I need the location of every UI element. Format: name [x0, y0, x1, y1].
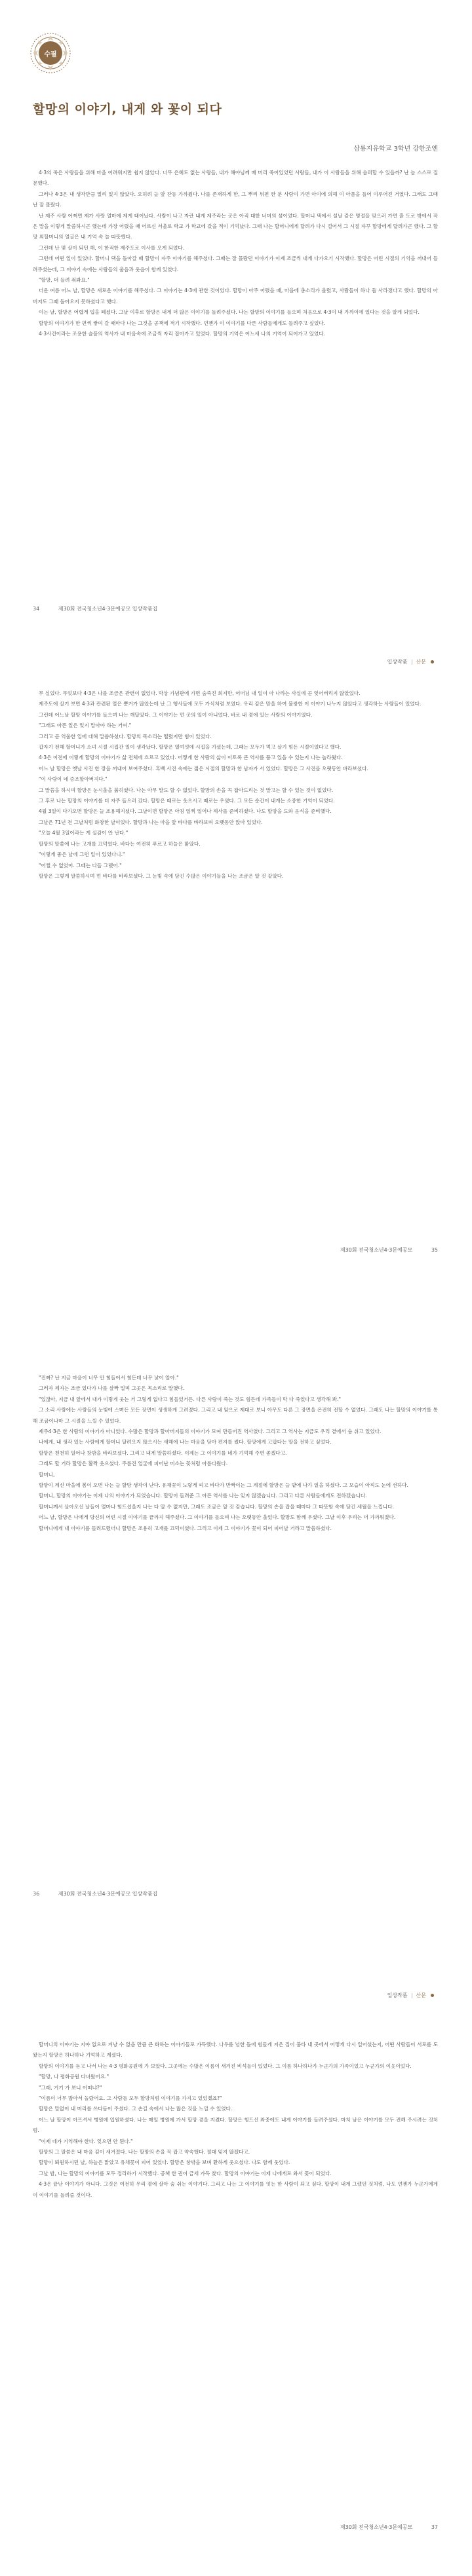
paragraph: 그날 밤, 나는 할망의 이야기를 모두 정리하기 시작했다. 공책 한 권이 금세 가득 찼다. 할망의 이야기는 이제 나에게로 와서 꽃이 되었다. — [39, 2170, 332, 2176]
paragraph: 4·3은 끝난 이야기가 아니다. 그것은 여전히 우리 곁에 살아 숨 쉬는 이야기다. 그리고 나는 그 이야기를 잇는 한 사람이 되고 싶다. 할망이 내게 그랬던 것처럼, 나도 언젠가 누군가에게 이 이야기를 들려줄 것이다. — [33, 2181, 438, 2198]
paragraph: "그래도 아픈 일은 잊지 말아야 하는 거여." — [39, 722, 132, 729]
author-byline: 삼룡지유학교 3학년 강한조엔 — [353, 145, 438, 153]
paragraph: "할망, 더 들려 줘봐요." — [39, 277, 90, 284]
header-section: 산문 — [416, 659, 426, 665]
paragraph: 할머니의 이야기는 지야 없으로 겨냥 수 없을 만큼 큰 화하는 이야기들로 가득했다. 나우를 넘한 돌에 힘들게 지은 집이 불타 내 곳에서 어떻게 다시 일어섰는지, 어떤 사람들이 서로를 도왔는지 할망은 하나하나 기억하고 계셨다. — [33, 2042, 438, 2059]
paragraph: 할망의 이야기를 듣고 나서 나는 4·3 평화공원에 가 보았다. 그곳에는 수많은 이름이 새겨진 비석들이 있었다. 그 이름 하나하나가 누군가의 가족이었고 누군가의 이웃이었다. — [39, 2063, 412, 2069]
page-number: 37 — [431, 2524, 438, 2530]
paragraph: "오늘 4월 3일이라는 게 실감이 안 난다." — [39, 830, 128, 836]
paragraph: 제주도에 살기 보면 4·3과 관련된 얼은 뿐거가 많았는데 난 그 행사들에 모두 가식처럼 보였다. 우리 같은 맘을 하여 불쌍한 이 이야기 나누지 않았다고 생각하는 사람들이 있었다. — [39, 701, 422, 707]
paragraph: 어느 날, 할망은 나에게 당신의 어린 시절 이야기를 끝까지 해주셨다. 그 이야기를 들으며 나는 오랫동안 울었다. 할망도 함께 우셨다. 그날 이후 우리는 더 가까워졌다. — [39, 1514, 396, 1521]
paragraph: 무 실었다. 무엇보다 4·3은 나를 조금은 관련이 없었다. 막상 가념판에 가면 숨죽진 희지만, 어머님 내 일이 아 나라는 사실에 곧 잊어버리지 않았었다. — [39, 690, 361, 696]
paragraph: 어느 날 할망은 옛날 사진 한 장을 꺼내어 보여주셨다. 흑백 사진 속에는 젊은 시절의 할망과 한 남자가 서 있었다. 할망은 그 사진을 오랫동안 바라보셨다. — [39, 765, 368, 772]
book-title: 제30회 전국청소년4·3문예공모 입상작품집 — [58, 1891, 158, 1897]
paragraph: 할망이 계신 마을에 봄이 오면 나는 늘 할망 생각이 난다. 유채꽃이 노랗게 피고 바다가 반짝이는 그 계절에 할망은 늘 밭에 나가 일을 하셨다. 그 모습이 아직도 눈에 선하다. — [39, 1482, 408, 1489]
paragraph: "이름이 너무 많아서 놀랐어요. 그 사람들 모두 할망처럼 이야기를 가지고 있었겠죠?" — [39, 2095, 222, 2102]
paragraph: 더운 여름 어느 날, 할망은 새로운 이야기를 해주셨다. 그 이야기는 4·3에 관한 것이었다. 할망이 아주 어렸을 때, 마을에 총소리가 울렸고, 사람들이 하나 둘 사라졌다고 했다. 할망의 아버지도 그때 돌아오지 못하셨다고 했다. — [33, 288, 438, 305]
page-header — [387, 1992, 434, 1999]
paragraph: "그래, 거기 가 보니 어떠냐?" — [39, 2084, 102, 2091]
book-title: 제30회 전국청소년4·3문예공모 — [340, 2524, 413, 2530]
paragraph: "진짜? 난 지금 마음이 너무 안 힘들어서 힘든데 너무 낯이 알아." — [39, 1375, 179, 1381]
header-dot-icon — [431, 1994, 434, 1997]
essay-title: 할망의 이야기, 내게 와 꽃이 되다 — [33, 102, 222, 117]
paragraph: 그런데 난 몇 살이 되던 해, 이 한적한 제주도로 이사를 오게 되었다. — [39, 244, 185, 251]
book-title: 제30회 전국청소년4·3문예공모 — [340, 1247, 413, 1253]
emblem-label: 수필 — [44, 51, 57, 58]
paragraph: "할망, 나 평화공원 다녀왔어요." — [39, 2074, 109, 2080]
paragraph: 그러자 제자는 조금 있다가 나를 살짝 밀며 그곳은 목소리로 말했다. — [39, 1385, 185, 1392]
paragraph: 4·3은 이전에 이렇게 할망의 이야기가 삶 전체에 흐르고 있었다. 어떻게 한 사람의 삶이 이토록 큰 역사를 품고 있을 수 있는지 나는 놀라웠다. — [39, 755, 343, 761]
paragraph: 할머니에게 내 이야기를 들려드렸더니 할망은 조용히 고개를 끄덕이셨다. 그리고 이제 그 이야기가 꽃이 되어 피어날 거라고 말씀하셨다. — [39, 1525, 332, 1531]
paragraph: 할망의 말씀에 나는 고개를 끄덕였다. 바다는 여전히 푸르고 하늘은 맑았다. — [39, 840, 201, 847]
paragraph: 4월 3일이 다가오면 할망은 늘 조용해지셨다. 그날이면 할망은 아침 일찍 일어나 제사를 준비하셨다. 나도 할망을 도와 음식을 준비했다. — [39, 808, 332, 815]
paragraph: 할머니께서 살아오신 날들이 얼마나 힘드셨을지 나는 다 알 수 없지만, 그래도 조금은 알 것 같습니다. 할망의 손을 잡을 때마다 그 따뜻함 속에 담긴 세월을 느낍니다. — [39, 1503, 394, 1510]
paragraph: "이 사람이 네 증조할아버지다." — [39, 776, 108, 783]
paragraph: 그 말씀을 하시며 할망은 눈시울을 붉히셨다. 나는 아무 말도 할 수 없었다. 할망의 손을 꼭 잡아드리는 것 말고는 할 수 있는 것이 없었다. — [39, 787, 334, 793]
paragraph: 난 제주 사람 어쩌면 제가 사랑 얼마에 제게 태어났다. 사람이 나고 자란 내게 제주라는 곳은 아직 대한 너머의 섬이었다. 할머니 댁에서 설날 같은 명절을 맞으러 가면 흙 도로 밖에서 작은 말을 이렇게 말씀하시곤 했는데 가장 어렸을 때 어르신 서울로 학교 가 학교에 갔을 적이 기억났다. 그때 나는 할머니에게 달려가 다시 걸어서 그 시절 자꾸 할망에게 달려가곤 했다. 그 할망 외할머니의 얼굴은 내 기억 속 늘 따뜻했다. — [33, 212, 438, 240]
page-footer — [340, 1246, 438, 1254]
paragraph: 할망은 천천히 일어나 창밖을 바라보셨다. 그리고 내게 말씀하셨다. 이제는 그 이야기를 네가 기억해 주면 좋겠다고. — [39, 1449, 287, 1456]
page-footer — [340, 2524, 438, 2531]
paragraph: 할망의 이야기가 한 편씩 쌓여 갈 때마다 나는 그것을 공책에 적기 시작했다. 언젠가 이 이야기를 다른 사람들에게도 들려주고 싶었다. — [39, 320, 326, 326]
page-footer — [33, 605, 157, 612]
paragraph: 갑자기 전해 할머니가 소녀 시절 시집간 일이 생각났다. 할망은 열여섯에 시집을 가셨는데, 그때는 모두가 먹고 살기 힘든 시절이었다고 했다. — [39, 744, 342, 751]
paragraph: 이는 날, 할망은 어렵게 입을 떼셨다. 그날 이후로 할망은 내게 더 많은 이야기를 들려주셨다. 나는 할망의 이야기를 들으며 처음으로 4·3이 내 가까이에 있다는 것을 알게 되었다. — [39, 309, 420, 316]
paragraph: "이제 네가 기억해야 한다. 잊으면 안 된다." — [39, 2138, 133, 2144]
page-34 — [0, 0, 472, 644]
essay-body-page-35 — [33, 688, 438, 1225]
page-number: 34 — [33, 606, 40, 612]
page-36 — [0, 1288, 472, 1932]
paragraph: "있잖아, 지금 내 앞에서 내가 이렇게 웃는 거 그렇게 없다고 힘들었거든. 다른 사람이 죽는 것도 힘든데 가족들이 막 다 죽었다고 생각해 봐." — [39, 1396, 342, 1402]
page-37 — [0, 1932, 472, 2576]
paragraph: 할망이 퇴원하시던 날, 하늘은 맑았고 유채꽃이 피어 있었다. 할망은 창밖을 보며 환하게 웃으셨다. 나도 함께 웃었다. — [39, 2159, 290, 2166]
paragraph: 그런데 어떤 일이 있었다. 할머니 댁을 돌아갈 때 할망이 자주 이야기를 해주셨다. 그때는 잘 몰랐던 이야기가 이제 조금씩 내게 다가오기 시작했다. 할망은 어린 시절의 기억을 꺼내어 들려주셨는데, 그 이야기 속에는 사람들의 울음과 웃음이 함께 있었다. — [33, 255, 438, 272]
essay-body-page-36 — [33, 1373, 438, 1874]
header-section: 산문 — [416, 1992, 426, 1998]
header-label: 입상작품 — [387, 1992, 408, 1998]
paragraph: 4·3의 죽은 사람들을 위해 마을 어려워지만 쉽지 않았다. 너무 은혜도 없는 사람들, 내가 해야님께 매 머리 죽어있었던 사람들, 내가 이 사람들을 위해 슬퍼할 수 있을까? 난 늘 스스로 질문했다. — [33, 170, 438, 187]
paragraph: 그러나 4·3은 내 생각만큼 멀리 있지 않았다. 오히려 늘 앞 잔등 가까웠다. 나를 존재하게 한, 그 뿌리 뒤편 한 분 사람이 가면 아이에 의해 이 아픔을 들어 이루어진 거였다. 그래도 그때 난 잘 몰랐다. — [33, 191, 438, 208]
paragraph: 그러고 곧 억울한 일에 대해 말씀하셨다. 할망의 목소리는 떨렸지만 힘이 있었다. — [39, 733, 212, 739]
paragraph: 그런데 어느날 할망 이야기를 들으며 나는 깨달았다. 그 이야기는 먼 곳의 일이 아니었다. 바로 내 곁에 있는 사람의 이야기였다. — [39, 711, 313, 718]
paragraph: 나에게, 내 생각 있는 사람에게 할머니 달려오지 않으시는 새해에 나는 마음을 담아 편지를 썼다. 할망에게 고맙다는 말을 전하고 싶었다. — [39, 1439, 332, 1446]
book-title: 제30회 전국청소년4·3문예공모 입상작품집 — [58, 606, 158, 612]
paragraph: "이렇게 좋은 날에 그런 일이 있었다니." — [39, 851, 125, 858]
page-35 — [0, 644, 472, 1288]
paragraph: 제주4·3은 한 사람의 이야기가 아니었다. 수많은 할망과 할아버지들의 이야기가 모여 만들어진 역사였다. 그리고 그 역사는 지금도 우리 곁에서 숨 쉬고 있었다. — [39, 1428, 382, 1435]
header-label: 입상작품 — [387, 659, 408, 665]
essay-body-page-34 — [33, 168, 438, 593]
page-footer — [33, 1890, 157, 1897]
paragraph: 할머니, — [39, 1471, 55, 1478]
paragraph: 어느 날 할망이 아프셔서 병원에 입원하셨다. 나는 매일 병원에 가서 할망 곁을 지켰다. 할망은 힘드신 와중에도 내게 이야기를 들려주셨다. 마치 남은 이야기를 모두 전해 주시려는 것처럼. — [33, 2116, 438, 2134]
essay-body-page-37 — [33, 2040, 438, 2498]
paragraph: 할망은 그렇게 말씀하시며 먼 바다를 바라보셨다. 그 눈빛 속에 담긴 수많은 이야기들을 나는 조금은 알 것 같았다. — [39, 872, 284, 879]
paragraph: 4·3사건이라는 조용한 슬픔의 역사가 내 마음속에 조금씩 자리 잡아가고 있었다. 할망의 기억은 어느새 나의 기억이 되어가고 있었다. — [39, 331, 325, 337]
page-header — [387, 658, 434, 665]
page-number: 35 — [431, 1247, 438, 1253]
paragraph: 그 소리 사람에는 사람들의 눈빛에 스며든 모든 장면이 생생하게 그려졌다. 그리고 내 앞으로 제대로 보니 아무도 다른 그 장면을 온전히 전할 수 없었다. 그래도 나는 할망의 이야기를 통해 조금이나마 그 시절을 느낄 수 있었다. — [33, 1407, 438, 1424]
paragraph: 그날은 71년 전 그날처럼 화창한 날이었다. 할망과 나는 마을 앞 바다를 바라보며 오랫동안 앉아 있었다. — [39, 819, 263, 825]
paragraph: "어쩔 수 없었어. 그때는 다들 그랬어." — [39, 862, 122, 868]
paragraph: 그 후로 나는 할망의 이야기를 더 자주 들으러 갔다. 할망은 때로는 웃으시고 때로는 우셨다. 그 모든 순간이 내게는 소중한 기억이 되었다. — [39, 798, 335, 804]
paragraph: 할망은 말없이 내 머리를 쓰다듬어 주셨다. 그 손길 속에서 나는 많은 것을 느낄 수 있었다. — [39, 2106, 233, 2112]
paragraph: 할망의 그 말씀은 내 마음 깊이 새겨졌다. 나는 할망의 손을 꼭 잡고 약속했다. 절대 잊지 않겠다고. — [39, 2149, 250, 2156]
paragraph: 할머니, 할망의 이야기는 이제 나의 이야기가 되었습니다. 할망이 들려준 그 아픈 역사를 나는 잊지 않겠습니다. 그리고 다른 사람들에게도 전하겠습니다. — [39, 1493, 367, 1499]
paragraph: 그래도 할 거라 할망은 활짝 웃으셨다. 주름진 얼굴에 피어난 미소는 꽃처럼 아름다웠다. — [39, 1461, 228, 1467]
header-dot-icon — [431, 660, 434, 663]
page-number: 36 — [33, 1891, 40, 1897]
